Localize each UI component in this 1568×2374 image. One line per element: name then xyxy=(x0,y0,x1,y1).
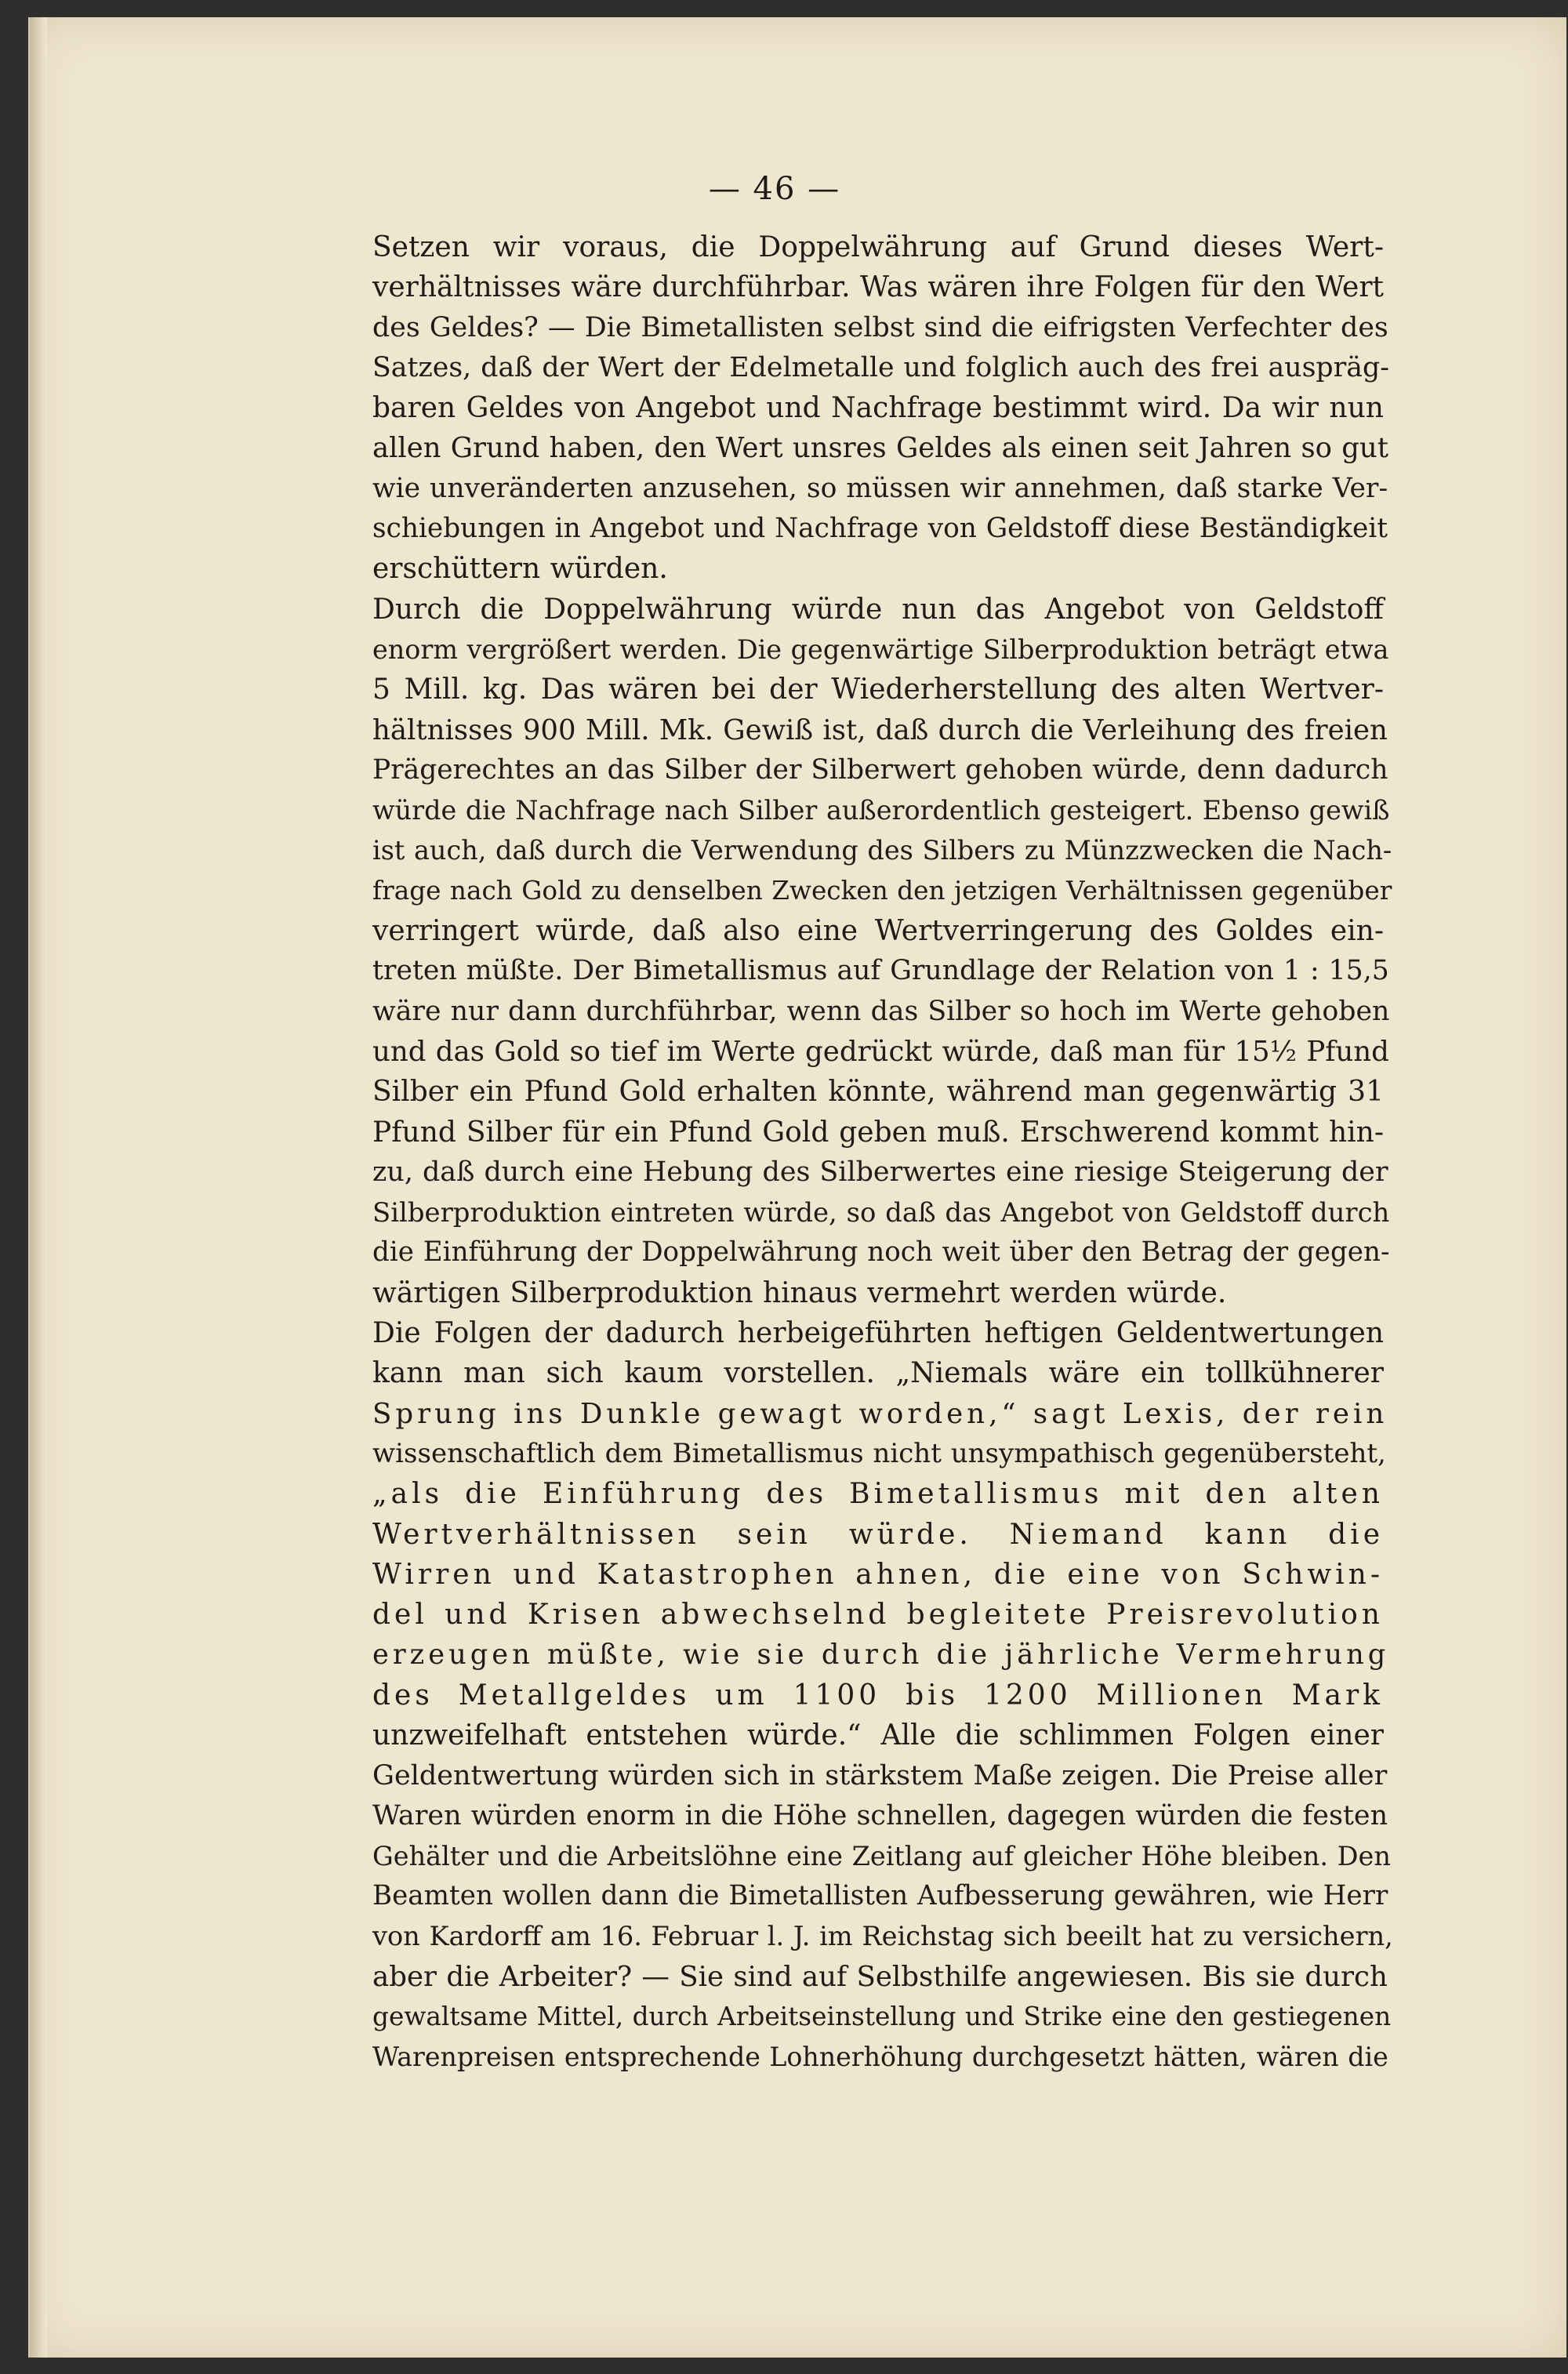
text-line: 5 Mill. kg. Das wären bei der Wiederherstellung des alten Wertver- xyxy=(372,673,1384,706)
text-line: Beamten wollen dann die Bimetallisten Aufbesserung gewähren, wie Herr xyxy=(372,1880,1388,1912)
text-line: hältnisses 900 Mill. Mk. Gewiß ist, daß durch die Verleihung des freien xyxy=(372,713,1388,746)
text-line: „als die Einführung des Bimetallismus mit den alten xyxy=(372,1478,1384,1511)
text-line: Silber ein Pfund Gold erhalten könnte, während man gegenwärtig 31 xyxy=(372,1076,1384,1109)
text-line: Gehälter und die Arbeitslöhne eine Zeitlang auf gleicher Höhe bleiben. Den xyxy=(372,1840,1391,1871)
text-line: Setzen wir voraus, die Doppelwährung auf Grund dieses Wert- xyxy=(372,231,1384,263)
text-line: würde die Nachfrage nach Silber außerordentlich gesteigert. Ebenso gewiß xyxy=(372,795,1390,826)
text-line: erschüttern würden. xyxy=(372,553,668,586)
text-line: des Metallgeldes um 1100 bis 1200 Millionen Mark xyxy=(372,1679,1384,1712)
text-line: Durch die Doppelwährung würde nun das Angebot von Geldstoff xyxy=(372,593,1384,626)
page-gutter-shadow xyxy=(30,17,47,2358)
text-line: Wertverhältnissen sein würde. Niemand kann die xyxy=(372,1518,1384,1551)
text-line: und das Gold so tief im Werte gedrückt würde, daß man für 15½ Pfund xyxy=(372,1035,1389,1068)
text-line: des Geldes? — Die Bimetallisten selbst sind die eifrigsten Verfechter des xyxy=(372,311,1388,343)
page-number: — 46 — xyxy=(708,171,841,207)
paragraph-3 xyxy=(298,1313,1393,2078)
text-line: Silberproduktion eintreten würde, so daß das Angebot von Geldstoff durch xyxy=(372,1197,1390,1229)
text-line: Wirren und Katastrophen ahnen, die eine von Schwin- xyxy=(372,1558,1384,1591)
text-line: von Kardorff am 16. Februar l. J. im Reichstag sich beeilt hat zu versichern, xyxy=(372,1921,1393,1952)
text-line: Pfund Silber für ein Pfund Gold geben muß. Erschwerend kommt hin- xyxy=(372,1116,1384,1149)
text-line: unzweifelhaft entstehen würde.“ Alle die schlimmen Folgen einer xyxy=(372,1719,1384,1751)
text-line: wie unveränderten anzusehen, so müssen wir annehmen, daß starke Ver- xyxy=(372,472,1388,504)
text-line: wissenschaftlich dem Bimetallismus nicht unsympathisch gegenübersteht, xyxy=(372,1437,1386,1469)
text-line: Die Folgen der dadurch herbeigeführten heftigen Geldentwertungen xyxy=(372,1317,1384,1350)
text-line: wäre nur dann durchführbar, wenn das Silber so hoch im Werte gehoben xyxy=(372,995,1390,1027)
text-line: treten müßte. Der Bimetallismus auf Grundlage der Relation von 1 : 15,5 xyxy=(372,955,1389,987)
text-line: Sprung ins Dunkle gewagt worden,“ sagt Lexis, der rein xyxy=(372,1397,1388,1430)
text-line: verhältnisses wäre durchführbar. Was wären ihre Folgen für den Wert xyxy=(372,271,1384,304)
text-line: zu, daß durch eine Hebung des Silberwertes eine riesige Steigerung der xyxy=(372,1156,1388,1188)
text-line: verringert würde, daß also eine Wertverringerung des Goldes ein- xyxy=(372,915,1384,948)
text-line: allen Grund haben, den Wert unsres Geldes als einen seit Jahren so gut xyxy=(372,432,1388,465)
text-line: wärtigen Silberproduktion hinaus vermehrt werden würde. xyxy=(372,1276,1227,1309)
text-line: Warenpreisen entsprechende Lohnerhöhung durchgesetzt hätten, wären die xyxy=(372,2042,1388,2073)
text-line: Prägerechtes an das Silber der Silberwert gehoben würde, denn dadurch xyxy=(372,753,1388,786)
text-line: ist auch, daß durch die Verwendung des Silbers zu Münzzwecken die Nach- xyxy=(372,835,1392,866)
text-line: Waren würden enorm in die Höhe schnellen, dagegen würden die festen xyxy=(372,1799,1388,1831)
text-line: Satzes, daß der Wert der Edelmetalle und folglich auch des frei auspräg- xyxy=(372,351,1389,383)
text-line: die Einführung der Doppelwährung noch weit über den Betrag der gegen- xyxy=(372,1236,1390,1269)
text-line: baren Geldes von Angebot und Nachfrage bestimmt wird. Da wir nun xyxy=(372,392,1384,425)
text-line: frage nach Gold zu denselben Zwecken den jetzigen Verhältnissen gegenüber xyxy=(372,875,1392,906)
text-line: aber die Arbeiter? — Sie sind auf Selbsthilfe angewiesen. Bis sie durch xyxy=(372,1960,1388,1993)
page-body-text xyxy=(298,227,1393,2078)
text-line: schiebungen in Angebot und Nachfrage von Geldstoff diese Beständigkeit xyxy=(372,513,1388,545)
text-line: del und Krisen abwechselnd begleitete Preisrevolution xyxy=(372,1599,1384,1632)
text-line: Geldentwertung würden sich in stärkstem Maße zeigen. Die Preise aller xyxy=(372,1759,1388,1792)
text-line: gewaltsame Mittel, durch Arbeitseinstellung und Strike eine den gestiegenen xyxy=(372,2002,1392,2032)
paragraph-1 xyxy=(298,227,1389,590)
paragraph-2 xyxy=(298,590,1392,1313)
text-line: kann man sich kaum vorstellen. „Niemals wäre ein tollkühnerer xyxy=(372,1357,1384,1390)
text-line: enorm vergrößert werden. Die gegenwärtige Silberproduktion beträgt etwa xyxy=(372,633,1389,665)
text-line: erzeugen müßte, wie sie durch die jährliche Vermehrung xyxy=(372,1639,1390,1672)
